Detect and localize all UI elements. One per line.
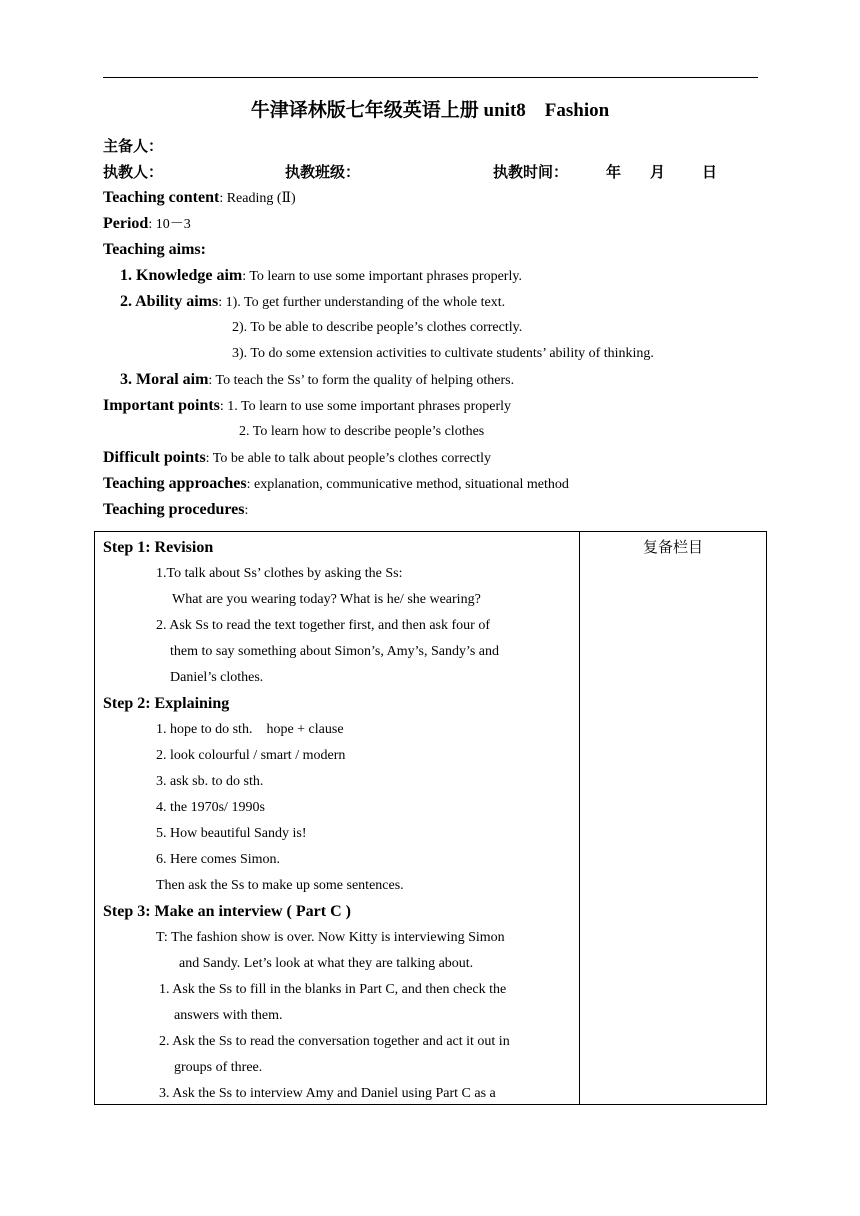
step3-line: answers with them. [174,1008,283,1023]
step2-title: Step 2: Explaining [103,695,230,712]
teacher-label: 执教人： [103,163,164,181]
period [103,214,191,235]
important-point-2: 2. To learn how to describe people’s clothes [239,424,485,439]
step3-line: groups of three. [174,1060,263,1075]
moral-aim [120,370,514,391]
teaching-content [103,188,296,209]
knowledge-aim-value: : To learn to use some important phrases properly. [242,269,522,284]
important-points-label: Important points [103,397,220,414]
step3-line: 3. Ask the Ss to interview Amy and Daniel using Part C as a [159,1086,496,1101]
step3-line: and Sandy. Let’s look at what they are talking about. [179,956,474,971]
difficult-points [103,448,491,469]
ability-aims [120,292,505,313]
ability-aim-2: 2). To be able to describe people’s clothes correctly. [232,320,523,335]
step1-line: them to say something about Simon’s, Amy’s, Sandy’s and [170,644,499,659]
step2-line: 1. hope to do sth. hope + clause [156,722,344,737]
ability-aim-1: : 1). To get further understanding of the whole text. [218,295,506,310]
ability-aim-3: 3). To do some extension activities to cultivate students’ ability of thinking. [232,346,654,361]
ability-aims-label: 2. Ability aims [120,293,219,310]
teaching-approaches [103,474,569,495]
teaching-aims-label: Teaching aims: [103,241,206,258]
step3-line: 1. Ask the Ss to fill in the blanks in Part C, and then check the [159,982,507,997]
day-label: 日 [702,163,718,181]
document-title: 牛津译林版七年级英语上册 unit8 Fashion [250,100,610,121]
time-label: 执教时间： [493,163,569,181]
procedure-row [95,532,767,1105]
teaching-procedures [103,500,248,521]
period-label: Period [103,215,149,232]
class-label: 执教班级： [285,163,361,181]
step1-line: What are you wearing today? What is he/ she wearing? [172,592,481,607]
step2-line: 2. look colourful / smart / modern [156,748,346,763]
revision-column [580,532,767,1105]
teaching-approaches-label: Teaching approaches [103,475,247,492]
important-points [103,396,511,417]
knowledge-aim [120,266,522,287]
teaching-procedures-colon: : [244,503,249,518]
procedure-table [94,531,767,1105]
step1-title: Step 1: Revision [103,539,214,556]
difficult-points-label: Difficult points [103,449,206,466]
moral-aim-value: : To teach the Ss’ to form the quality of helping others. [208,373,515,388]
prepared-by-label: 主备人： [103,137,164,155]
knowledge-aim-label: 1. Knowledge aim [120,267,243,284]
step1-line: 1.To talk about Ss’ clothes by asking the Ss: [156,566,403,581]
moral-aim-label: 3. Moral aim [120,371,209,388]
step2-line: 6. Here comes Simon. [156,852,281,867]
step2-line: 4. the 1970s/ 1990s [156,800,265,815]
step2-line: 3. ask sb. to do sth. [156,774,264,789]
month-label: 月 [650,163,666,181]
step3-title: Step 3: Make an interview ( Part C ) [103,903,351,920]
difficult-points-value: : To be able to talk about people’s clothes correctly [205,451,491,466]
teaching-content-label: Teaching content [103,189,220,206]
teaching-approaches-value: : explanation, communicative method, situational method [246,477,569,492]
teaching-content-value: : Reading (Ⅱ) [219,191,296,206]
important-point-1: : 1. To learn to use some important phrases properly [219,399,512,414]
step3-line: T: The fashion show is over. Now Kitty is interviewing Simon [156,930,505,945]
step3-line: 2. Ask the Ss to read the conversation together and act it out in [159,1034,510,1049]
step2-line: Then ask the Ss to make up some sentences. [156,878,404,893]
revision-column-title: 复备栏目 [642,538,703,556]
step1-line: 2. Ask Ss to read the text together first, and then ask four of [156,618,490,633]
year-label: 年 [606,163,622,181]
teaching-procedures-label: Teaching procedures [103,501,245,518]
procedure-cell [95,532,580,1105]
step1-line: Daniel’s clothes. [170,670,264,685]
step2-line: 5. How beautiful Sandy is! [156,826,307,841]
top-rule [103,77,758,78]
period-value: : 10－3 [148,217,191,232]
